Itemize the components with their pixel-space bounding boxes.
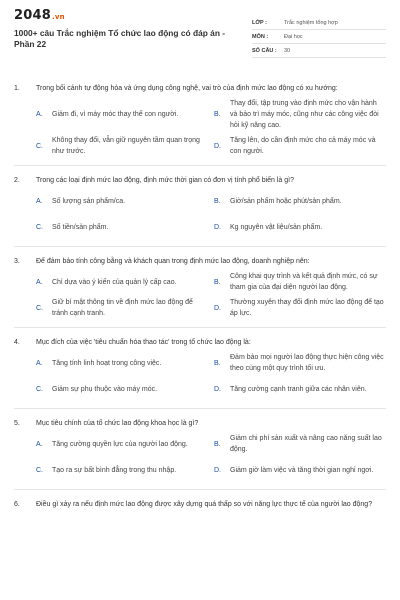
question-item xyxy=(14,83,386,157)
question-text: Trong các loại định mức lao động, định mức thời gian có đơn vị tính phổ biến là gì? xyxy=(36,177,294,184)
question-number: 3. xyxy=(14,258,20,265)
header xyxy=(14,0,386,58)
answer-option[interactable] xyxy=(36,98,208,131)
option-letter: C. xyxy=(36,304,43,312)
answer-option[interactable] xyxy=(214,352,386,374)
option-text: Đảm bảo mọi người lao động thực hiện công việc theo cùng một quy trình tối ưu. xyxy=(230,354,384,372)
answer-option[interactable] xyxy=(214,216,386,238)
question-number: 2. xyxy=(14,177,20,184)
answer-option[interactable] xyxy=(214,297,386,319)
option-text: Giảm chi phí sản xuất và nâng cao năng suất lao động. xyxy=(230,435,382,453)
option-text: Tăng cường cạnh tranh giữa các nhân viên. xyxy=(230,385,367,393)
question-text: Trong bối cảnh tự động hóa và ứng dụng công nghệ, vai trò của định mức lao động có xu hướng: xyxy=(36,85,338,92)
document-meta xyxy=(252,16,386,58)
option-text: Công khai quy trình và kết quả định mức, có sự tham gia của đại diện người lao động. xyxy=(230,273,378,291)
question-divider xyxy=(14,327,386,328)
question-divider xyxy=(14,408,386,409)
option-letter: D. xyxy=(214,466,221,474)
option-letter: A. xyxy=(36,197,43,205)
answer-option[interactable] xyxy=(36,433,208,455)
answer-option[interactable] xyxy=(36,216,208,238)
question-header xyxy=(14,175,386,186)
question-number: 1. xyxy=(14,85,20,92)
option-text: Giảm giờ làm việc và tăng thời gian nghỉ ngơi. xyxy=(230,466,374,474)
question-item xyxy=(14,499,386,510)
answer-options xyxy=(14,190,386,238)
answer-options xyxy=(14,98,386,157)
question-divider xyxy=(14,246,386,247)
option-letter: B. xyxy=(214,359,221,367)
brand-block xyxy=(14,8,234,58)
answer-options xyxy=(14,271,386,319)
option-text: Tăng tính linh hoạt trong công việc. xyxy=(52,359,162,367)
answer-option[interactable] xyxy=(214,459,386,481)
question-item xyxy=(14,418,386,481)
option-letter: B. xyxy=(214,197,221,205)
option-text: Không thay đổi, vẫn giữ nguyên tầm quan trọng như trước. xyxy=(52,137,200,155)
option-letter: D. xyxy=(214,223,221,231)
option-text: Tăng cường quyền lực của người lao động. xyxy=(52,440,188,448)
question-header xyxy=(14,418,386,429)
meta-value: Trắc nghiệm tổng hợp xyxy=(284,19,338,26)
meta-row xyxy=(252,44,386,58)
option-letter: C. xyxy=(36,142,43,150)
answer-option[interactable] xyxy=(214,98,386,131)
option-text: Kg nguyên vật liệu/sản phẩm. xyxy=(230,223,323,231)
option-text: Thường xuyên thay đổi định mức lao động để tạo áp lực. xyxy=(230,299,384,317)
answer-option[interactable] xyxy=(214,190,386,212)
option-letter: A. xyxy=(36,111,43,118)
answer-option[interactable] xyxy=(36,297,208,319)
option-letter: B. xyxy=(214,440,221,448)
meta-value: 30 xyxy=(284,47,291,54)
meta-label: MÔN : xyxy=(252,33,269,40)
site-logo[interactable] xyxy=(14,8,234,23)
meta-row xyxy=(252,16,386,30)
option-letter: B. xyxy=(214,111,221,118)
option-letter: D. xyxy=(214,385,221,393)
question-text: Mục tiêu chính của tổ chức lao động khoa học là gì? xyxy=(36,420,199,427)
option-letter: A. xyxy=(36,359,43,367)
meta-value: Đại học xyxy=(284,33,303,40)
option-letter: C. xyxy=(36,223,43,231)
option-text: Tăng lên, do cần định mức cho cả máy móc và con người. xyxy=(230,137,376,155)
option-letter: C. xyxy=(36,385,43,393)
option-letter: A. xyxy=(36,440,43,448)
document-title: 1000+ câu Trắc nghiệm Tổ chức lao động có đáp án - Phần 22 xyxy=(14,28,226,49)
answer-option[interactable] xyxy=(214,433,386,455)
option-text: Giờ/sản phẩm hoặc phút/sản phẩm. xyxy=(230,197,342,205)
answer-option[interactable] xyxy=(36,378,208,400)
answer-option[interactable] xyxy=(36,135,208,157)
question-header xyxy=(14,83,386,94)
option-text: Giảm đi, vì máy móc thay thế con người. xyxy=(52,111,179,118)
question-text: Để đảm bảo tính công bằng và khách quan trong định mức lao động, doanh nghiệp nên: xyxy=(36,258,310,265)
answer-option[interactable] xyxy=(214,378,386,400)
meta-label: LỚP : xyxy=(252,19,267,26)
meta-label: SỐ CÂU : xyxy=(252,47,277,54)
option-letter: A. xyxy=(36,278,43,286)
question-text: Điều gì xảy ra nếu định mức lao động được xây dựng quá thấp so với năng lực thực tế của người lao động? xyxy=(36,501,373,508)
logo-suffix: .vn xyxy=(51,13,65,21)
answer-options xyxy=(14,352,386,400)
answer-options xyxy=(14,433,386,481)
question-divider xyxy=(14,165,386,166)
answer-option[interactable] xyxy=(36,352,208,374)
question-header xyxy=(14,256,386,267)
option-letter: D. xyxy=(214,142,221,150)
question-item xyxy=(14,256,386,319)
option-text: Tạo ra sự bất bình đẳng trong thu nhập. xyxy=(52,466,177,474)
question-item xyxy=(14,175,386,238)
answer-option[interactable] xyxy=(36,190,208,212)
question-text: Mục đích của việc 'tiêu chuẩn hóa thao tác' trong tổ chức lao động là: xyxy=(36,339,251,346)
answer-option[interactable] xyxy=(36,271,208,293)
option-text: Số tiền/sản phẩm. xyxy=(52,223,109,231)
option-text: Giảm sự phụ thuộc vào máy móc. xyxy=(52,385,158,393)
question-header xyxy=(14,499,386,510)
answer-option[interactable] xyxy=(36,459,208,481)
question-header xyxy=(14,337,386,348)
question-number: 4. xyxy=(14,339,20,346)
question-list xyxy=(14,83,386,510)
meta-row xyxy=(252,30,386,44)
question-divider xyxy=(14,489,386,490)
answer-option[interactable] xyxy=(214,271,386,293)
question-number: 6. xyxy=(14,501,20,508)
option-letter: D. xyxy=(214,304,221,312)
question-item xyxy=(14,337,386,400)
option-letter: C. xyxy=(36,466,43,474)
answer-option[interactable] xyxy=(214,135,386,157)
option-text: Chỉ dựa vào ý kiến của quản lý cấp cao. xyxy=(52,278,177,286)
option-text: Số lượng sản phẩm/ca. xyxy=(52,197,126,205)
logo-text: 2048 xyxy=(14,8,51,23)
option-letter: B. xyxy=(214,278,221,286)
question-number: 5. xyxy=(14,420,20,427)
option-text: Giữ bí mật thông tin về định mức lao động để tránh cạnh tranh. xyxy=(52,299,193,317)
option-text: Thay đổi, tập trung vào định mức cho vận hành và bảo trì máy móc, cũng như các công việc đòi hỏi kỹ năng cao. xyxy=(230,100,379,129)
